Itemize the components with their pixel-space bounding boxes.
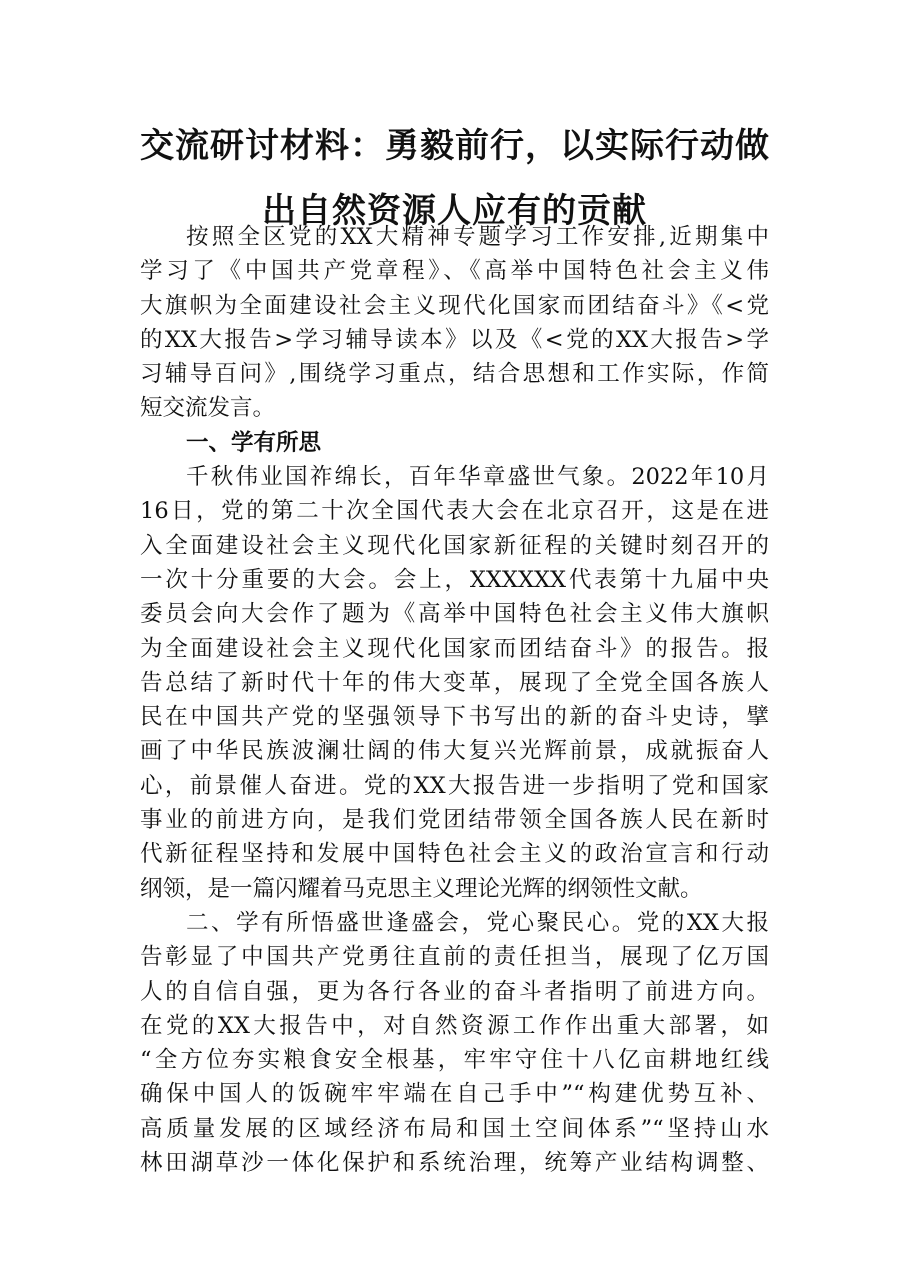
paragraph-line: 民在中国共产党的坚强领导下书写出的新的奋斗史诗，擘 [140,704,769,731]
section-heading-1: 一、学有所思 [186,429,322,456]
paragraph-line: 学习了《中国共产党章程》、《高举中国特色社会主义伟 [140,258,769,285]
paragraph-line: 习辅导百问》,围绕学习重点，结合思想和工作实际，作简 [140,361,769,388]
paragraph-line: 林田湖草沙一体化保护和系统治理，统筹产业结构调整、 [140,1150,769,1177]
paragraph-line: 画了中华民族波澜壮阔的伟大复兴光辉前景，成就振奋人 [140,738,769,765]
paragraph-line: 告总结了新时代十年的伟大变革，展现了全党全国各族人 [140,669,769,696]
paragraph-line: 大旗帜为全面建设社会主义现代化国家而团结奋斗》《<党 [140,292,769,319]
paragraph-line: 告彰显了中国共产党勇往直前的责任担当，展现了亿万国 [140,944,769,971]
paragraph-line: 为全面建设社会主义现代化国家而团结奋斗》的报告。报 [140,635,769,662]
document-body [140,220,769,1180]
paragraph-line: 事业的前进方向，是我们党团结带领全国各族人民在新时 [140,807,769,834]
paragraph-line: 二、学有所悟盛世逢盛会，党心聚民心。党的XX大报 [186,909,769,936]
paragraph-line: 16日，党的第二十次全国代表大会在北京召开，这是在进 [140,498,769,525]
paragraph-line: 按照全区党的XX大精神专题学习工作安排,近期集中 [186,224,769,250]
paragraph-line: 人的自信自强，更为各行各业的奋斗者指明了前进方向。 [140,978,769,1005]
paragraph-line: 一次十分重要的大会。会上，XXXXXX代表第十九届中央 [140,566,769,593]
paragraph-line: 短交流发言。 [140,395,276,422]
paragraph-line: 心，前景催人奋进。党的XX大报告进一步指明了党和国家 [140,772,769,799]
document-title-line-1: 交流研讨材料：勇毅前行，以实际行动做 [140,126,770,166]
paragraph-line: “全方位夯实粮食安全根基，牢牢守住十八亿亩耕地红线 [140,1047,769,1074]
paragraph-line: 委员会向大会作了题为《高举中国特色社会主义伟大旗帜 [140,601,769,628]
paragraph-line: 高质量发展的区域经济布局和国土空间体系”“坚持山水 [140,1115,769,1142]
paragraph-line: 代新征程坚持和发展中国特色社会主义的政治宣言和行动 [140,841,769,868]
paragraph-line: 千秋伟业国祚绵长，百年华章盛世气象。2022年10月 [186,464,769,491]
paragraph-line: 纲领，是一篇闪耀着马克思主义理论光辉的纲领性文献。 [140,875,703,902]
paragraph-line: 入全面建设社会主义现代化国家新征程的关键时刻召开的 [140,532,769,559]
document-title-line-2: 出自然资源人应有的贡献 [262,191,647,231]
paragraph-section-2 [140,906,769,1180]
paragraph-line: 确保中国人的饭碗牢牢端在自己手中”“构建优势互补、 [140,1081,769,1108]
paragraph-intro [140,220,769,426]
paragraph-line: 在党的XX大报告中，对自然资源工作作出重大部署，如 [140,1012,769,1039]
paragraph-section-1 [140,460,769,906]
paragraph-line: 的XX大报告>学习辅导读本》以及《<党的XX大报告>学 [140,326,769,353]
